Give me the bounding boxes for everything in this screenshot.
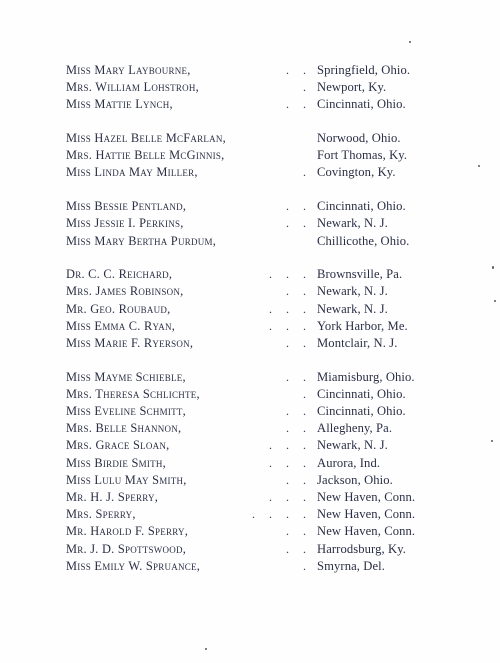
- passenger-hometown: Smyrna, Del.: [317, 558, 386, 573]
- leader-dot: .: [286, 404, 289, 418]
- passenger-row: [66, 147, 456, 164]
- passenger-name: Miss Linda May Miller,: [66, 165, 198, 180]
- leader-dot: .: [286, 335, 289, 350]
- passenger-row: [66, 403, 456, 420]
- leader-dot: .: [303, 541, 306, 556]
- passenger-hometown: Cincinnati, Ohio.: [317, 386, 406, 401]
- leader-dot: .: [269, 438, 272, 453]
- passenger-row: [66, 164, 456, 181]
- passenger-row: [66, 506, 456, 523]
- passenger-row: [66, 301, 456, 318]
- leader-dot: .: [303, 558, 306, 573]
- passenger-hometown: Fort Thomas, Ky.: [317, 148, 408, 163]
- leader-dot: .: [286, 507, 289, 522]
- leader-dot: .: [303, 216, 306, 231]
- passenger-name: Mrs. Hattie Belle McGinnis,: [66, 148, 225, 163]
- passenger-hometown: New Haven, Conn.: [317, 489, 416, 504]
- passenger-name: Mrs. William Lohstroh,: [66, 80, 199, 95]
- passenger-hometown: Chillicothe, Ohio.: [317, 233, 410, 248]
- leader-dot: .: [286, 97, 289, 112]
- passenger-row: [66, 472, 456, 489]
- passenger-hometown: Brownsville, Pa.: [317, 267, 403, 282]
- leader-dot: .: [286, 284, 289, 299]
- passenger-hometown: Newport, Ky.: [317, 80, 387, 95]
- leader-dot: .: [286, 216, 289, 231]
- passenger-name: Miss Eveline Schmitt,: [66, 404, 187, 418]
- passenger-hometown: Springfield, Ohio.: [317, 63, 411, 77]
- passenger-row: [66, 215, 456, 232]
- passenger-row: [66, 62, 456, 79]
- passenger-name: Dr. C. C. Reichard,: [66, 267, 173, 282]
- passenger-name: Miss Lulu May Smith,: [66, 472, 187, 487]
- passenger-name: Mrs. Belle Shannon,: [66, 421, 182, 436]
- passenger-row: [66, 233, 456, 250]
- passenger-hometown: Cincinnati, Ohio.: [317, 97, 406, 112]
- passenger-hometown: Newark, N. J.: [317, 438, 388, 453]
- leader-dot: .: [252, 507, 255, 522]
- leader-dot: .: [303, 455, 306, 470]
- passenger-row: [66, 541, 456, 558]
- leader-dot: .: [269, 301, 272, 316]
- passenger-name: Miss Jessie I. Perkins,: [66, 216, 184, 231]
- leader-dot: .: [303, 335, 306, 350]
- passenger-name: Mr. J. D. Spottswood,: [66, 541, 187, 556]
- passenger-hometown: Covington, Ky.: [317, 165, 396, 180]
- passenger-hometown: Allegheny, Pa.: [317, 421, 393, 436]
- passenger-hometown: Montclair, N. J.: [317, 335, 398, 350]
- passenger-group: [66, 130, 456, 182]
- leader-dot: .: [303, 421, 306, 436]
- passenger-name: Miss Bessie Pentland,: [66, 199, 187, 214]
- passenger-name: Miss Mary Laybourne,: [66, 63, 191, 77]
- passenger-name: Miss Mary Bertha Purdum,: [66, 233, 217, 248]
- leader-dot: .: [286, 472, 289, 487]
- passenger-row: [66, 198, 456, 215]
- leader-dot: .: [303, 369, 306, 384]
- leader-dot: .: [303, 199, 306, 214]
- leader-dot: .: [269, 489, 272, 504]
- leader-dot: .: [286, 199, 289, 214]
- passenger-name: Mr. Harold F. Sperry,: [66, 524, 189, 539]
- passenger-hometown: York Harbor, Me.: [317, 318, 408, 333]
- leader-dot: .: [269, 318, 272, 333]
- passenger-name: Mr. Geo. Roubaud,: [66, 301, 171, 316]
- passenger-group: [66, 266, 456, 352]
- leader-dot: .: [286, 489, 289, 504]
- passenger-name: Mrs. James Robinson,: [66, 284, 184, 299]
- passenger-hometown: Cincinnati, Ohio.: [317, 404, 406, 418]
- leader-dot: .: [303, 80, 306, 95]
- passenger-name: Miss Mayme Schieble,: [66, 369, 186, 384]
- leader-dot: .: [269, 455, 272, 470]
- passenger-row: [66, 523, 456, 540]
- leader-dot: .: [286, 524, 289, 539]
- passenger-name: Miss Emma C. Ryan,: [66, 318, 176, 333]
- leader-dot: .: [269, 507, 272, 522]
- passenger-row: [66, 130, 456, 147]
- passenger-group: [66, 62, 456, 114]
- passenger-hometown: Cincinnati, Ohio.: [317, 199, 406, 214]
- passenger-row: [66, 558, 456, 575]
- passenger-group: [66, 369, 456, 575]
- leader-dot: .: [303, 267, 306, 282]
- print-speck: [494, 300, 496, 302]
- passenger-row: [66, 489, 456, 506]
- leader-dot: .: [303, 489, 306, 504]
- leader-dot: .: [286, 438, 289, 453]
- passenger-name: Miss Birdie Smith,: [66, 455, 166, 470]
- print-speck: [478, 165, 480, 167]
- passenger-row: [66, 369, 456, 386]
- passenger-name: Miss Hazel Belle McFarlan,: [66, 131, 227, 146]
- passenger-row: [66, 283, 456, 300]
- passenger-row: [66, 386, 456, 403]
- print-speck: [409, 41, 411, 43]
- leader-dot: .: [286, 318, 289, 333]
- leader-dot: .: [303, 301, 306, 316]
- passenger-hometown: Jackson, Ohio.: [317, 472, 393, 487]
- leader-dot: .: [286, 541, 289, 556]
- leader-dot: .: [269, 267, 272, 282]
- leader-dot: .: [303, 386, 306, 401]
- leader-dot: .: [286, 455, 289, 470]
- leader-dot: .: [286, 421, 289, 436]
- print-speck: [492, 266, 494, 269]
- leader-dot: .: [303, 97, 306, 112]
- leader-dot: .: [303, 507, 306, 522]
- passenger-hometown: New Haven, Conn.: [317, 524, 416, 539]
- leader-dot: .: [286, 267, 289, 282]
- passenger-name: Mr. H. J. Sperry,: [66, 489, 159, 504]
- leader-dot: .: [303, 524, 306, 539]
- passenger-row: [66, 455, 456, 472]
- leader-dot: .: [286, 301, 289, 316]
- leader-dot: .: [303, 165, 306, 180]
- passenger-hometown: Harrodsburg, Ky.: [317, 541, 407, 556]
- leader-dot: .: [303, 63, 306, 77]
- passenger-row: [66, 318, 456, 335]
- passenger-hometown: Norwood, Ohio.: [317, 131, 401, 146]
- passenger-row: [66, 420, 456, 437]
- leader-dot: .: [303, 404, 306, 418]
- leader-dot: .: [303, 438, 306, 453]
- passenger-hometown: New Haven, Conn.: [317, 507, 416, 522]
- passenger-name: Miss Marie F. Ryerson,: [66, 335, 194, 350]
- leader-dot: .: [286, 369, 289, 384]
- leader-dot: .: [303, 472, 306, 487]
- passenger-name: Mrs. Theresa Schlichte,: [66, 386, 200, 401]
- leader-dot: .: [303, 318, 306, 333]
- passenger-name: Mrs. Sperry,: [66, 507, 136, 522]
- passenger-name: Miss Emily W. Spruance,: [66, 558, 201, 573]
- passenger-row: [66, 437, 456, 454]
- print-speck: [491, 440, 493, 442]
- passenger-hometown: Newark, N. J.: [317, 301, 388, 316]
- passenger-name: Mrs. Grace Sloan,: [66, 438, 170, 453]
- passenger-row: [66, 79, 456, 96]
- leader-dot: .: [303, 284, 306, 299]
- passenger-row: [66, 335, 456, 352]
- passenger-name: Miss Mattie Lynch,: [66, 97, 173, 112]
- leader-dot: .: [286, 63, 289, 77]
- print-speck: [205, 648, 207, 650]
- passenger-hometown: Newark, N. J.: [317, 284, 388, 299]
- passenger-group: [66, 198, 456, 250]
- passenger-hometown: Newark, N. J.: [317, 216, 388, 231]
- passenger-row: [66, 266, 456, 283]
- passenger-list: [66, 62, 456, 591]
- passenger-hometown: Aurora, Ind.: [317, 455, 381, 470]
- passenger-row: [66, 96, 456, 113]
- passenger-hometown: Miamisburg, Ohio.: [317, 369, 415, 384]
